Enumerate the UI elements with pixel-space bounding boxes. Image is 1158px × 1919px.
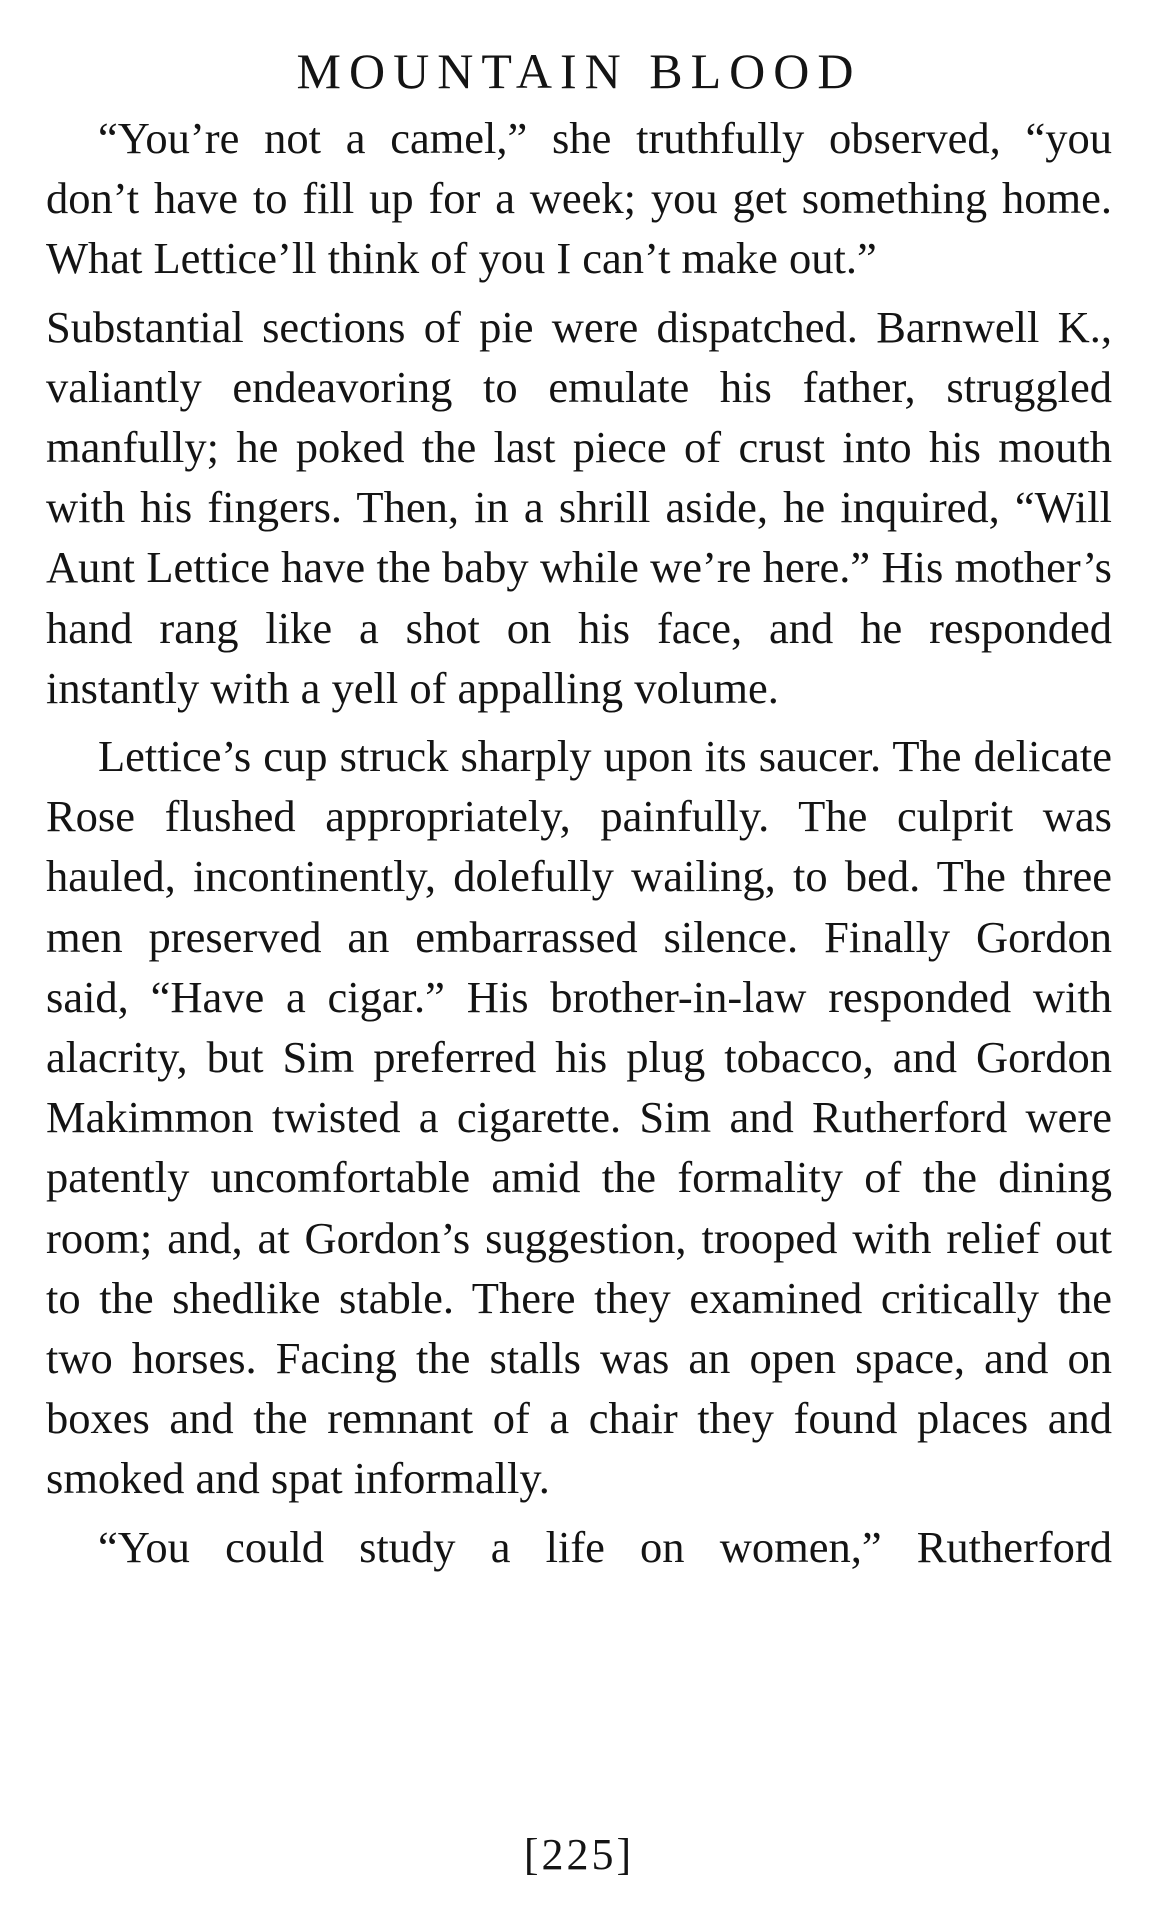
paragraph-2: Substantial sections of pie were dispatched. Barnwell K., valiantly endeavoring to emulate his father, struggled manfully; he poked the last piece of crust into his mouth with his fingers. Then, in a shrill aside, he inquired, “Will Aunt Lettice have the baby while we’re here.” His mother’s hand rang like a shot on his face, and he responded instantly with a yell of appalling volume. [46, 301, 1112, 713]
paragraph-1: “You’re not a camel,” she truthfully observed, “you don’t have to fill up for a week; you get something home. What Lettice’ll think of you I can’t make out.” [46, 113, 1112, 284]
running-head: MOUNTAIN BLOOD [296, 43, 862, 99]
paragraph-3: Lettice’s cup struck sharply upon its saucer. The delicate Rose flushed appropriately, painfully. The culprit was hauled, incontinently, dolefully wailing, to bed. The three men preserved an embarrassed silence. Finally Gordon said, “Have a cigar.” His brother-in-law responded with alacrity, but Sim preferred his plug tobacco, and Gordon Makimmon twisted a cigarette. Sim and Rutherford were patently uncomfortable amid the formality of the dining room; and, at Gordon’s suggestion, trooped with relief out to the shedlike stable. There they examined critically the two horses. Facing the stalls was an open space, and on boxes and the remnant of a chair they found places and smoked and spat informally. [46, 731, 1112, 1504]
book-page [46, 36, 1112, 1577]
paragraph-4: “You could study a life on women,” Rutherford [98, 1521, 1112, 1572]
page-number: [225] [523, 1830, 635, 1879]
